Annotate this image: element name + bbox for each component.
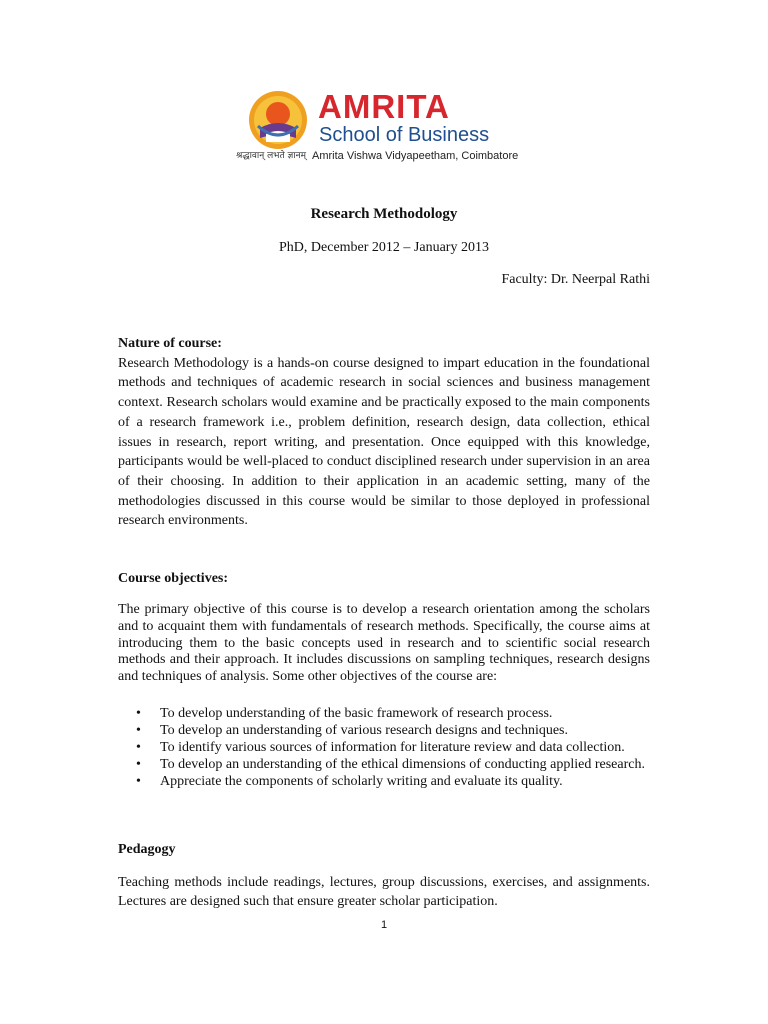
objectives-list	[136, 705, 650, 790]
objectives-heading: Course objectives:	[118, 571, 229, 586]
faculty-name: Faculty: Dr. Neerpal Rathi	[501, 272, 650, 287]
pedagogy-paragraph: Teaching methods include readings, lectures, group discussions, exercises, and assignments. Lectures are designed such that ensure greater scholar participation.	[118, 875, 650, 909]
list-item: • Appreciate the components of scholarly writing and evaluate its quality.	[136, 774, 563, 789]
brand-subtitle: School of Business	[319, 124, 490, 146]
bullet-icon: •	[136, 723, 141, 738]
list-item: • To develop an understanding of the ethical dimensions of conducting applied research.	[136, 757, 645, 772]
bullet-icon: •	[136, 757, 141, 772]
brand-name: AMRITA	[318, 88, 450, 125]
program-term: PhD, December 2012 – January 2013	[279, 240, 489, 255]
sanskrit-motto: श्रद्धावान् लभते ज्ञानम्	[236, 151, 306, 161]
objectives-paragraph: The primary objective of this course is to develop a research orientation among the scholars and to acquaint them with fundamentals of research methods. Specifically, the course aims at introducing them to the basic concepts used in research and to scientific social research methods and their approach. It includes discussions on sampling techniques, research designs and techniques of analysis. Some other objectives of the course are:	[118, 602, 650, 685]
bullet-icon: •	[136, 706, 141, 721]
nature-heading: Nature of course:	[118, 336, 222, 351]
bullet-icon: •	[136, 740, 141, 755]
list-item: • To identify various sources of information for literature review and data collection.	[136, 740, 625, 755]
list-item: • To develop understanding of the basic framework of research process.	[136, 706, 553, 721]
nature-section	[118, 334, 650, 531]
amrita-emblem-icon	[246, 88, 310, 152]
document-title: Research Methodology	[310, 206, 458, 222]
page-number: 1	[380, 919, 388, 931]
bullet-icon: •	[136, 774, 141, 789]
nature-paragraph: Research Methodology is a hands-on course designed to impart education in the foundational methods and techniques of academic research in social sciences and business management context. Research scholars would examine and be practically exposed to the main components of a research framework i.e., problem definition, research design, data collection, ethical issues in research, report writing, and presentation. Once equipped with this knowledge, participants would be well-placed to conduct disciplined research under supervision in an area of their choosing. In addition to their application in an academic setting, many of the methodologies discussed in this course would be similar to those deployed in professional research environments.	[118, 355, 650, 529]
list-item: • To develop an understanding of various research designs and techniques.	[136, 723, 569, 738]
pedagogy-heading: Pedagogy	[118, 842, 176, 857]
amrita-logo	[236, 88, 536, 168]
campus-name: Amrita Vishwa Vidyapeetham, Coimbatore	[312, 150, 519, 162]
